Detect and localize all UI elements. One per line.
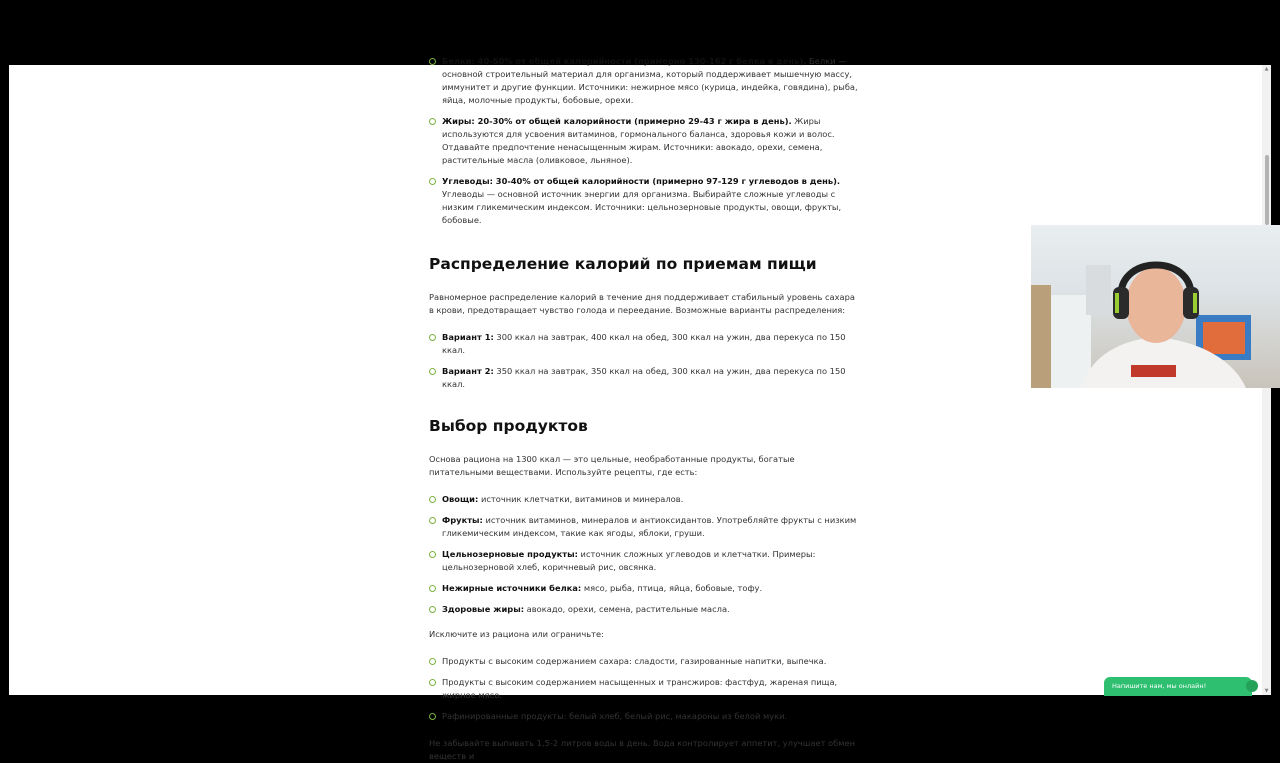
scroll-up-icon[interactable]: ▲ [1264,66,1269,72]
bullet-icon [429,178,436,185]
list-item: Вариант 2: 350 ккал на завтрак, 350 ккал на обед, 300 ккал на ужин, два перекуса по 150 ккал. [429,365,859,391]
list-item: Здоровые жиры: авокадо, орехи, семена, растительные масла. [429,603,859,616]
bullet-icon [429,496,436,503]
list-item: Фрукты: источник витаминов, минералов и антиоксидантов. Употребляйте фрукты с низким гликемическим индексом, такие как ягоды, яблоки, груши. [429,514,859,540]
section-heading: Выбор продуктов [429,417,588,435]
list-item: Цельнозерновые продукты: источник сложных углеводов и клетчатки. Примеры: цельнозерновой хлеб, коричневый рис, овсянка. [429,548,859,574]
chat-widget-button[interactable] [1104,677,1252,696]
list-item: Нежирные источники белка: мясо, рыба, птица, яйца, бобовые, тофу. [429,582,859,595]
list-item: Жиры: 20-30% от общей калорийности (примерно 29-43 г жира в день). Жиры используются для усвоения витаминов, гормонального баланса, здоровья кожи и волос. Отдавайте предпочтение ненасыщенным жирам. Источники: авокадо, орехи, семена, растительные масла (оливковое, льняное). [429,115,859,167]
bullet-icon [429,679,436,686]
article-content [429,55,859,763]
bullet-icon [429,551,436,558]
chat-icon[interactable] [1246,680,1258,692]
list-item: Вариант 1: 300 ккал на завтрак, 400 ккал на обед, 300 ккал на ужин, два перекуса по 150 ккал. [429,331,859,357]
bullet-icon [429,517,436,524]
list-item: Овощи: источник клетчатки, витаминов и минералов. [429,493,859,506]
list-item: Белки: 40-50% от общей калорийности (примерно 130-162 г белка в день). Белки — основной строительный материал для организма, который поддерживает мышечную массу, иммунитет и другие функции. Источники: нежирное мясо (курица, индейка, говядина), рыба, яйца, молочные продукты, бобовые, орехи. [429,55,859,107]
paragraph: Равномерное распределение калорий в течение дня поддерживает стабильный уровень сахара в крови, предотвращает чувство голода и переедание. Возможные варианты распределения: [429,292,855,315]
webcam-person-image [1031,225,1280,388]
bullet-icon [429,585,436,592]
scroll-down-icon[interactable]: ▼ [1264,688,1269,694]
bullet-icon [429,118,436,125]
macros-list [429,55,859,227]
bullet-icon [429,658,436,665]
list-item: Продукты с высоким содержанием сахара: сладости, газированные напитки, выпечка. [429,655,859,668]
paragraph: Исключите из рациона или ограничьте: [429,629,604,639]
bullet-icon [429,606,436,613]
bullet-icon [429,368,436,375]
paragraph: Основа рациона на 1300 ккал — это цельные, необработанные продукты, богатые питательными веществами. Используйте рецепты, где есть: [429,454,795,477]
paragraph: Не забывайте выпивать 1,5-2 литров воды в день. Вода контролирует аппетит, улучшает обмен веществ и [429,738,856,761]
section-heading: Распределение калорий по приемам пищи [429,255,817,273]
chat-widget-label: Напишите нам, мы онлайн! [1112,682,1207,690]
list-item: Рафинированные продукты: белый хлеб, белый рис, макароны из белой муки. [429,710,859,723]
bullet-icon [429,713,436,720]
bullet-icon [429,58,436,65]
scrollbar-thumb[interactable] [1265,155,1269,225]
webcam-overlay [1031,225,1280,388]
bullet-icon [429,334,436,341]
list-item: Углеводы: 30-40% от общей калорийности (примерно 97-129 г углеводов в день). Углеводы — основной источник энергии для организма. Выбирайте сложные углеводы с низким гликемическим индексом. Источники: цельнозерновые продукты, овощи, фрукты, бобовые. [429,175,859,227]
list-item: Продукты с высоким содержанием насыщенных и трансжиров: фастфуд, жареная пища, жирное мясо. [429,676,859,702]
